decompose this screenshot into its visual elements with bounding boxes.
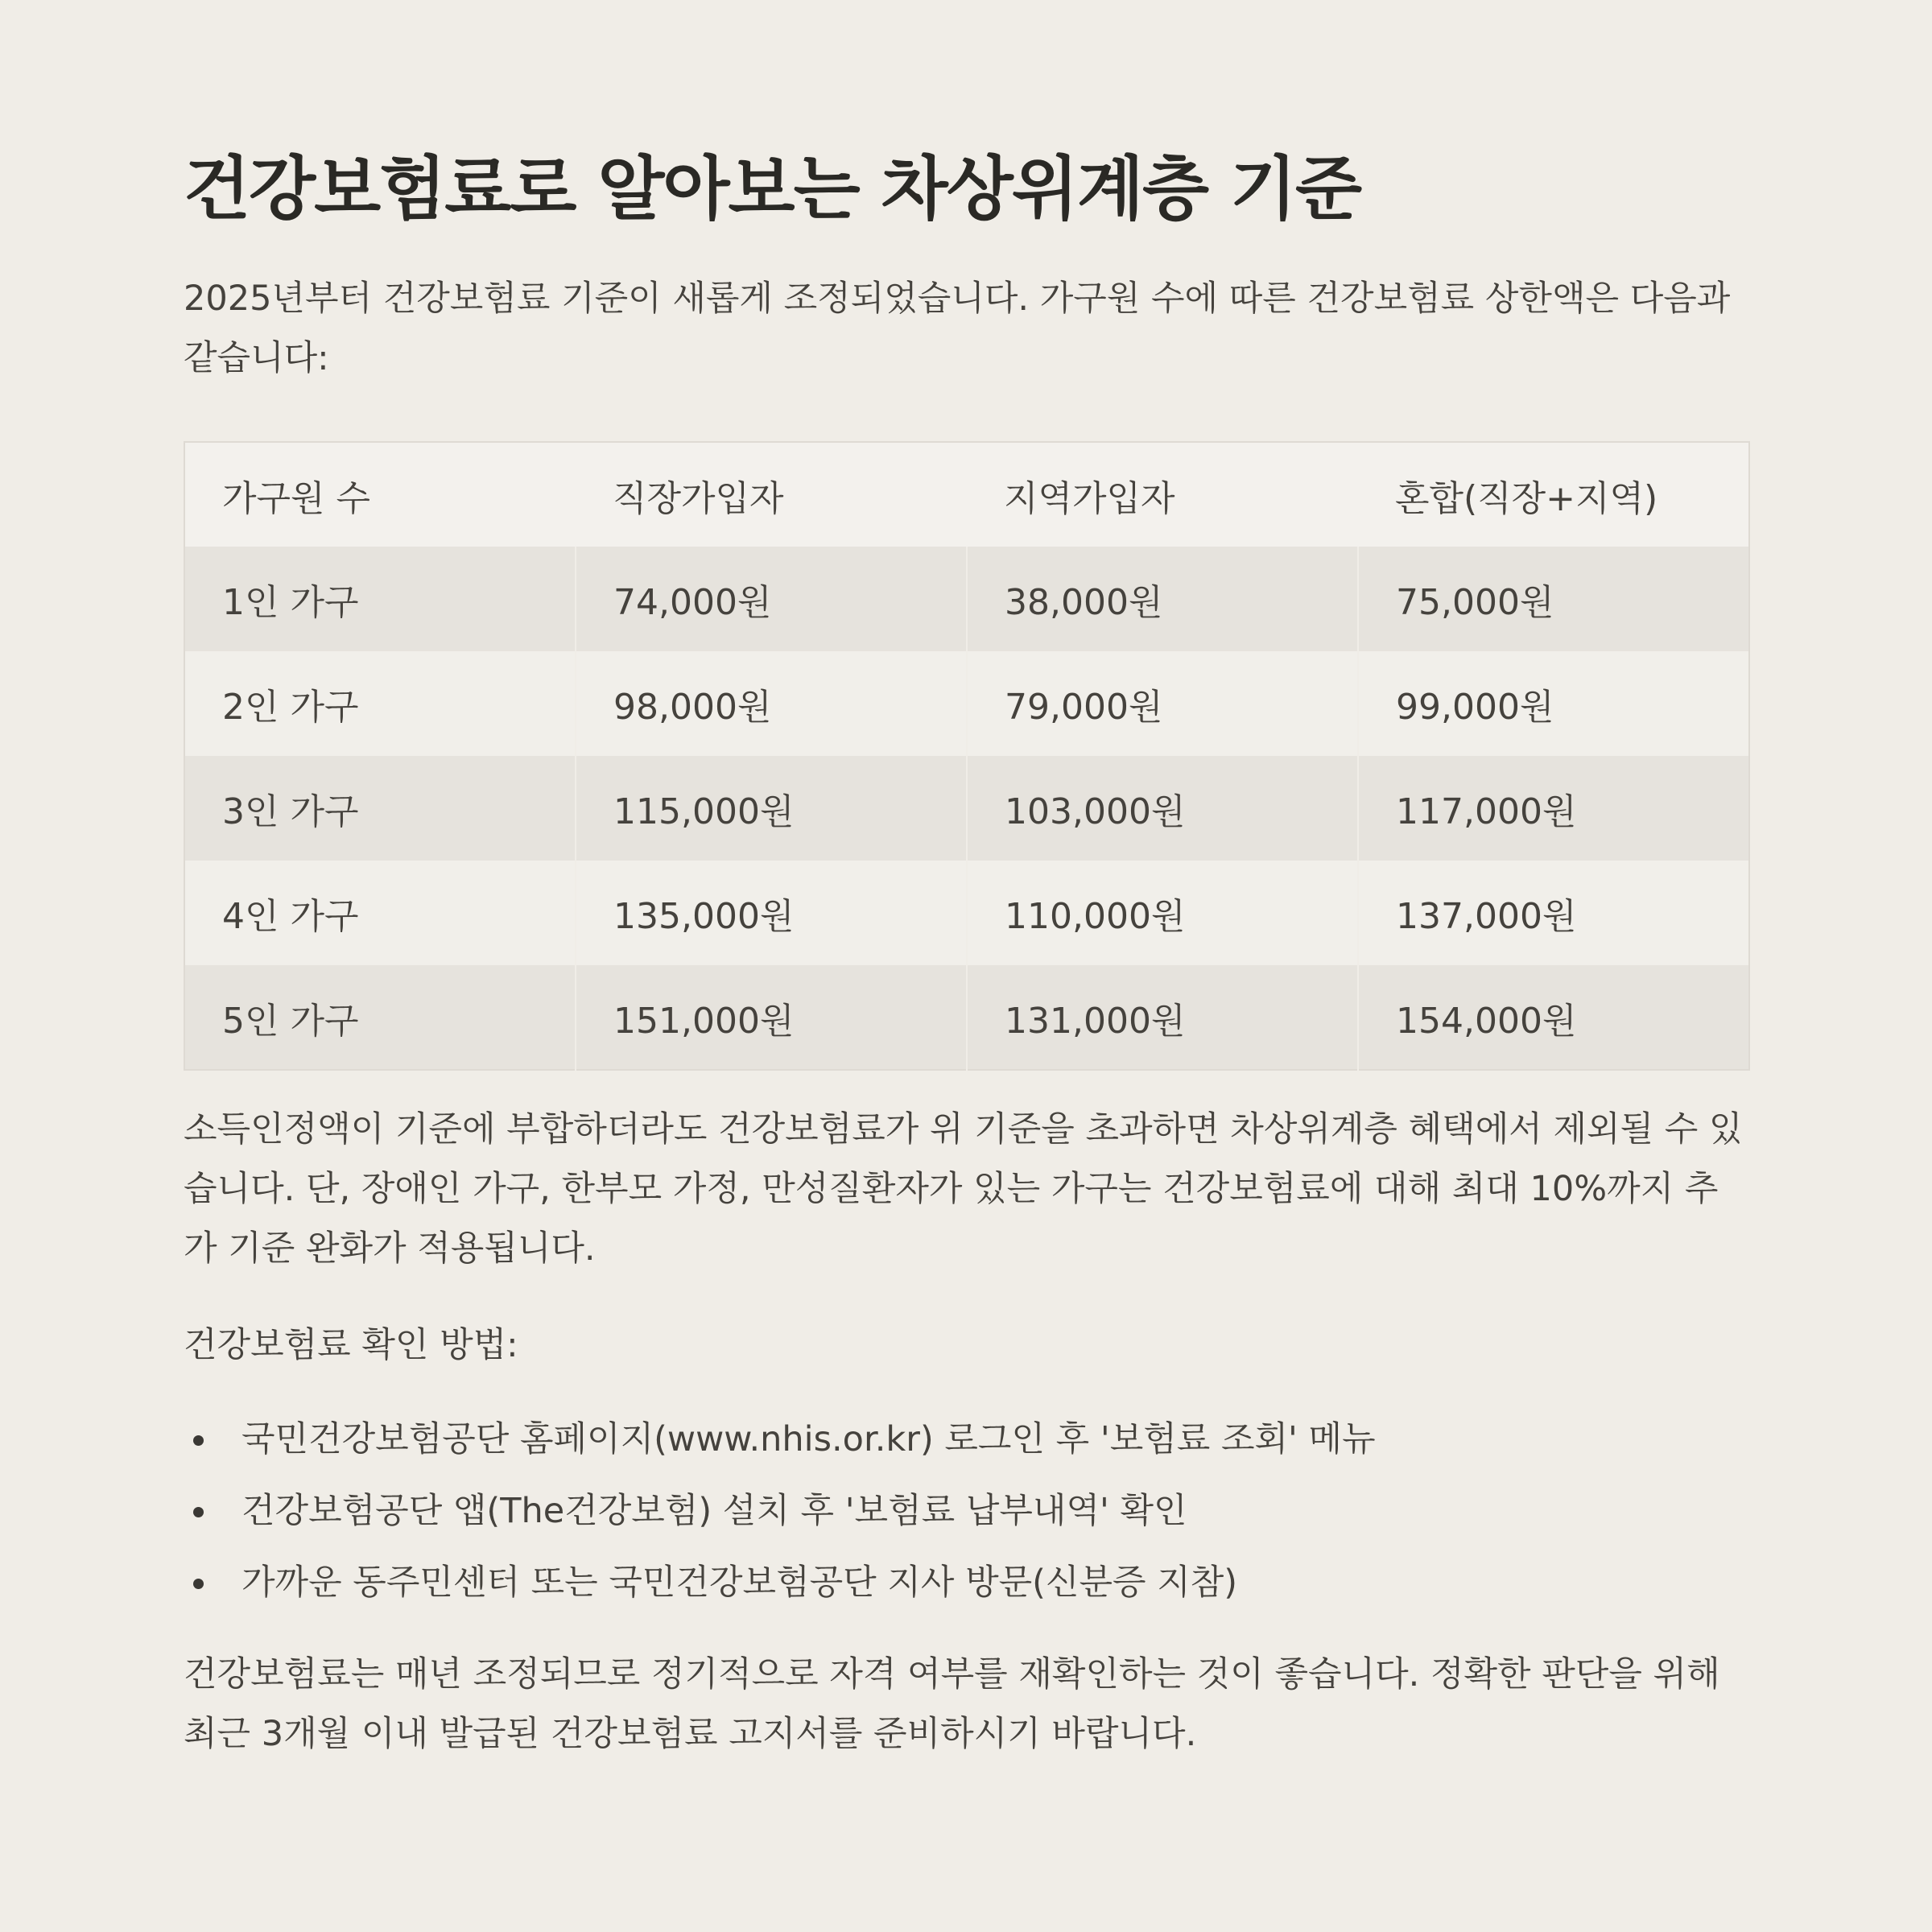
table-cell: 4인 가구 <box>184 861 576 965</box>
table-cell: 103,000원 <box>967 756 1358 861</box>
table-row <box>184 965 1749 1070</box>
table-cell: 5인 가구 <box>184 965 576 1070</box>
list-item-text: 가까운 동주민센터 또는 국민건강보험공단 지사 방문(신분증 지참) <box>242 1563 1238 1603</box>
header-household: 가구원 수 <box>184 442 576 547</box>
table-header-row <box>184 442 1749 547</box>
method-list <box>184 1404 1750 1619</box>
bullet-icon <box>193 1435 204 1446</box>
table-cell: 131,000원 <box>967 965 1358 1070</box>
list-item <box>184 1547 1750 1619</box>
table-row <box>184 651 1749 756</box>
header-regional: 지역가입자 <box>967 442 1358 547</box>
table-cell: 151,000원 <box>576 965 967 1070</box>
intro-paragraph: 2025년부터 건강보험료 기준이 새롭게 조정되었습니다. 가구원 수에 따른 건강보험료 상한액은 다음과 같습니다: <box>184 279 1731 378</box>
table-cell: 154,000원 <box>1358 965 1749 1070</box>
list-item-text: 건강보험공단 앱(The건강보험) 설치 후 '보험료 납부내역' 확인 <box>242 1491 1187 1531</box>
table-cell: 1인 가구 <box>184 547 576 651</box>
table-row <box>184 861 1749 965</box>
list-item <box>184 1404 1750 1476</box>
table-cell: 115,000원 <box>576 756 967 861</box>
table-cell: 74,000원 <box>576 547 967 651</box>
table-cell: 117,000원 <box>1358 756 1749 861</box>
header-mixed: 혼합(직장+지역) <box>1358 442 1749 547</box>
table-cell: 110,000원 <box>967 861 1358 965</box>
header-employee: 직장가입자 <box>576 442 967 547</box>
table-cell: 75,000원 <box>1358 547 1749 651</box>
table-cell: 79,000원 <box>967 651 1358 756</box>
table-cell: 137,000원 <box>1358 861 1749 965</box>
table-cell: 3인 가구 <box>184 756 576 861</box>
bullet-icon <box>193 1507 204 1517</box>
table-cell: 98,000원 <box>576 651 967 756</box>
list-item-text: 국민건강보험공단 홈페이지(www.nhis.or.kr) 로그인 후 '보험료 조회' 메뉴 <box>242 1419 1376 1459</box>
note-paragraph: 소득인정액이 기준에 부합하더라도 건강보험료가 위 기준을 초과하면 차상위계층 혜택에서 제외될 수 있습니다. 단, 장애인 가구, 한부모 가정, 만성질환자가 있는 가구는 건강보험료에 대해 최대 10%까지 추가 기준 완화가 적용됩니다. <box>184 1109 1743 1269</box>
table-cell: 38,000원 <box>967 547 1358 651</box>
table-cell: 99,000원 <box>1358 651 1749 756</box>
table-row <box>184 547 1749 651</box>
list-item <box>184 1476 1750 1547</box>
closing-paragraph: 건강보험료는 매년 조정되므로 정기적으로 자격 여부를 재확인하는 것이 좋습니다. 정확한 판단을 위해 최근 3개월 이내 발급된 건강보험료 고지서를 준비하시기 바랍니다. <box>184 1654 1720 1754</box>
table-row <box>184 756 1749 861</box>
table-cell: 135,000원 <box>576 861 967 965</box>
page-title: 건강보험료로 알아보는 차상위계층 기준 <box>184 149 1361 229</box>
method-heading: 건강보험료 확인 방법: <box>184 1325 518 1365</box>
bullet-icon <box>193 1579 204 1589</box>
article <box>184 137 1750 1764</box>
table-cell: 2인 가구 <box>184 651 576 756</box>
premium-table <box>184 441 1750 1071</box>
